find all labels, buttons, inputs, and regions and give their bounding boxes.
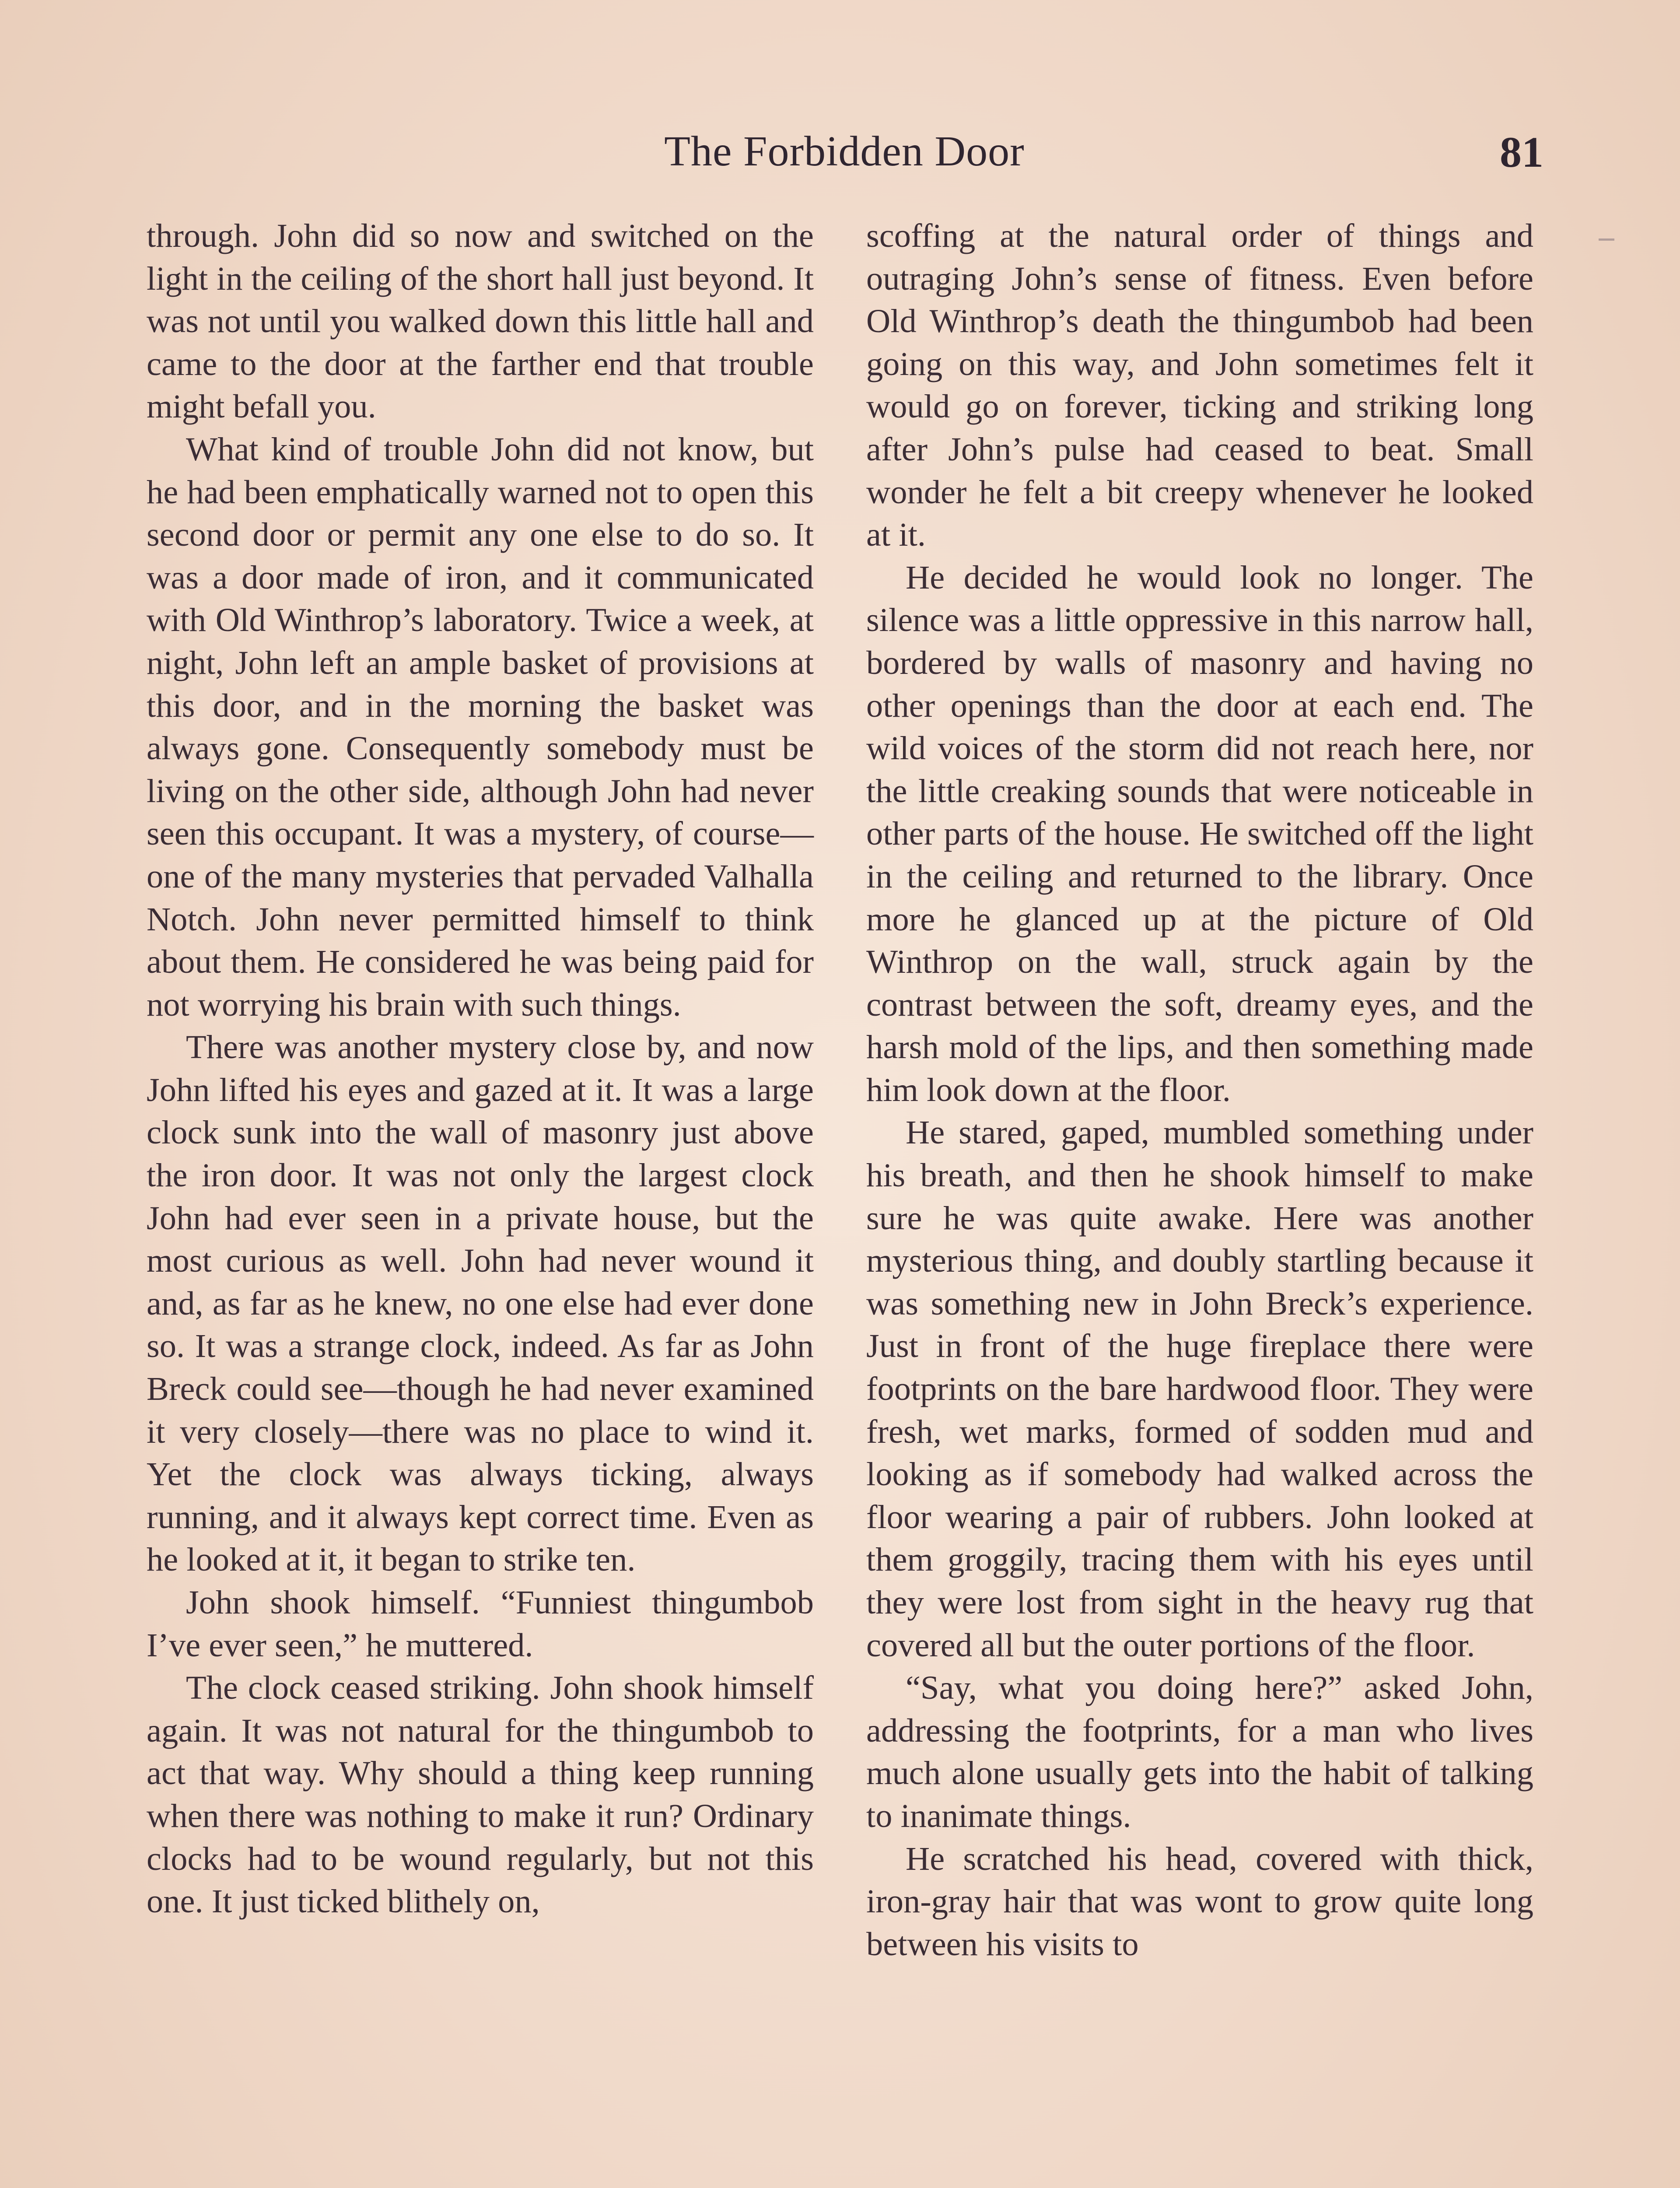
edge-mark bbox=[1599, 238, 1614, 241]
paragraph: He scratched his head, covered with thick, iron-gray hair that was wont to grow quite long between his visits to bbox=[866, 1840, 1533, 1963]
paragraph: John shook himself. “Funniest thingumbob I’ve ever seen,” he muttered. bbox=[147, 1584, 814, 1664]
paragraph: through. John did so now and switched on the light in the ceiling of the short hall just beyond. It was not until you walked down this little hall and came to the door at the farther end that trouble might befall you. bbox=[147, 217, 814, 425]
paragraph: He stared, gaped, mumbled something under his breath, and then he shook himself to make sure he was quite awake. Here was another mysterious thing, and doubly startling because it was something new in John Breck’s experience. Just in front of the huge fireplace there were footprints on the bare hardwood floor. They were fresh, wet marks, formed of sodden mud and looking as if somebody had walked across the floor wearing a pair of rubbers. John looked at them groggily, tracing them with his eyes until they were lost from sight in the heavy rug that covered all but the outer portions of the floor. bbox=[866, 1114, 1533, 1664]
paragraph: The clock ceased striking. John shook himself again. It was not natural for the thingumbob to act that way. Why should a thing keep running when there was nothing to make it run? Ordinary clocks had to be wound regularly, but not this one. It just ticked blithely on, bbox=[147, 1669, 814, 1920]
paragraph: scoffing at the natural order of things and outraging John’s sense of fitness. Even before Old Winthrop’s death the thingumbob had been going on this way, and John sometimes felt it would go on forever, ticking and striking long after John’s pulse had ceased to beat. Small wonder he felt a bit creepy whenever he looked at it. bbox=[866, 217, 1533, 554]
text-column-right bbox=[866, 214, 1533, 1965]
running-title: The Forbidden Door bbox=[664, 128, 1025, 175]
paragraph: “Say, what you doing here?” asked John, addressing the footprints, for a man who lives much alone usually gets into the habit of talking to inanimate things. bbox=[866, 1669, 1533, 1834]
text-column-left bbox=[147, 214, 814, 1923]
paragraph: There was another mystery close by, and now John lifted his eyes and gazed at it. It was a large clock sunk into the wall of masonry just above the iron door. It was not only the largest clock John had ever seen in a private house, but the most curious as well. John had never wound it and, as far as he knew, no one else had ever done so. It was a strange clock, indeed. As far as John Breck could see—though he had never examined it very closely—there was no place to wind it. Yet the clock was always ticking, always running, and it always kept correct time. Even as he looked at it, it began to strike ten. bbox=[147, 1028, 814, 1578]
paragraph: What kind of trouble John did not know, but he had been emphatically warned not to open this second door or permit any one else to do so. It was a door made of iron, and it communicated with Old Winthrop’s laboratory. Twice a week, at night, John left an ample basket of provisions at this door, and in the morning the basket was always gone. Consequently somebody must be living on the other side, although John had never seen this occupant. It was a mystery, of course—one of the many mysteries that pervaded Valhalla Notch. John never permitted himself to think about them. He considered he was being paid for not worrying his brain with such things. bbox=[147, 430, 814, 1023]
paragraph: He decided he would look no longer. The silence was a little oppressive in this narrow hall, bordered by walls of masonry and having no other openings than the door at each end. The wild voices of the storm did not reach here, nor the little creaking sounds that were noticeable in other parts of the house. He switched off the light in the ceiling and returned to the library. Once more he glanced up at the picture of Old Winthrop on the wall, struck again by the contrast between the soft, dreamy eyes, and the harsh mold of the lips, and then something made him look down at the floor. bbox=[866, 558, 1533, 1108]
page-number: 81 bbox=[1500, 128, 1544, 176]
